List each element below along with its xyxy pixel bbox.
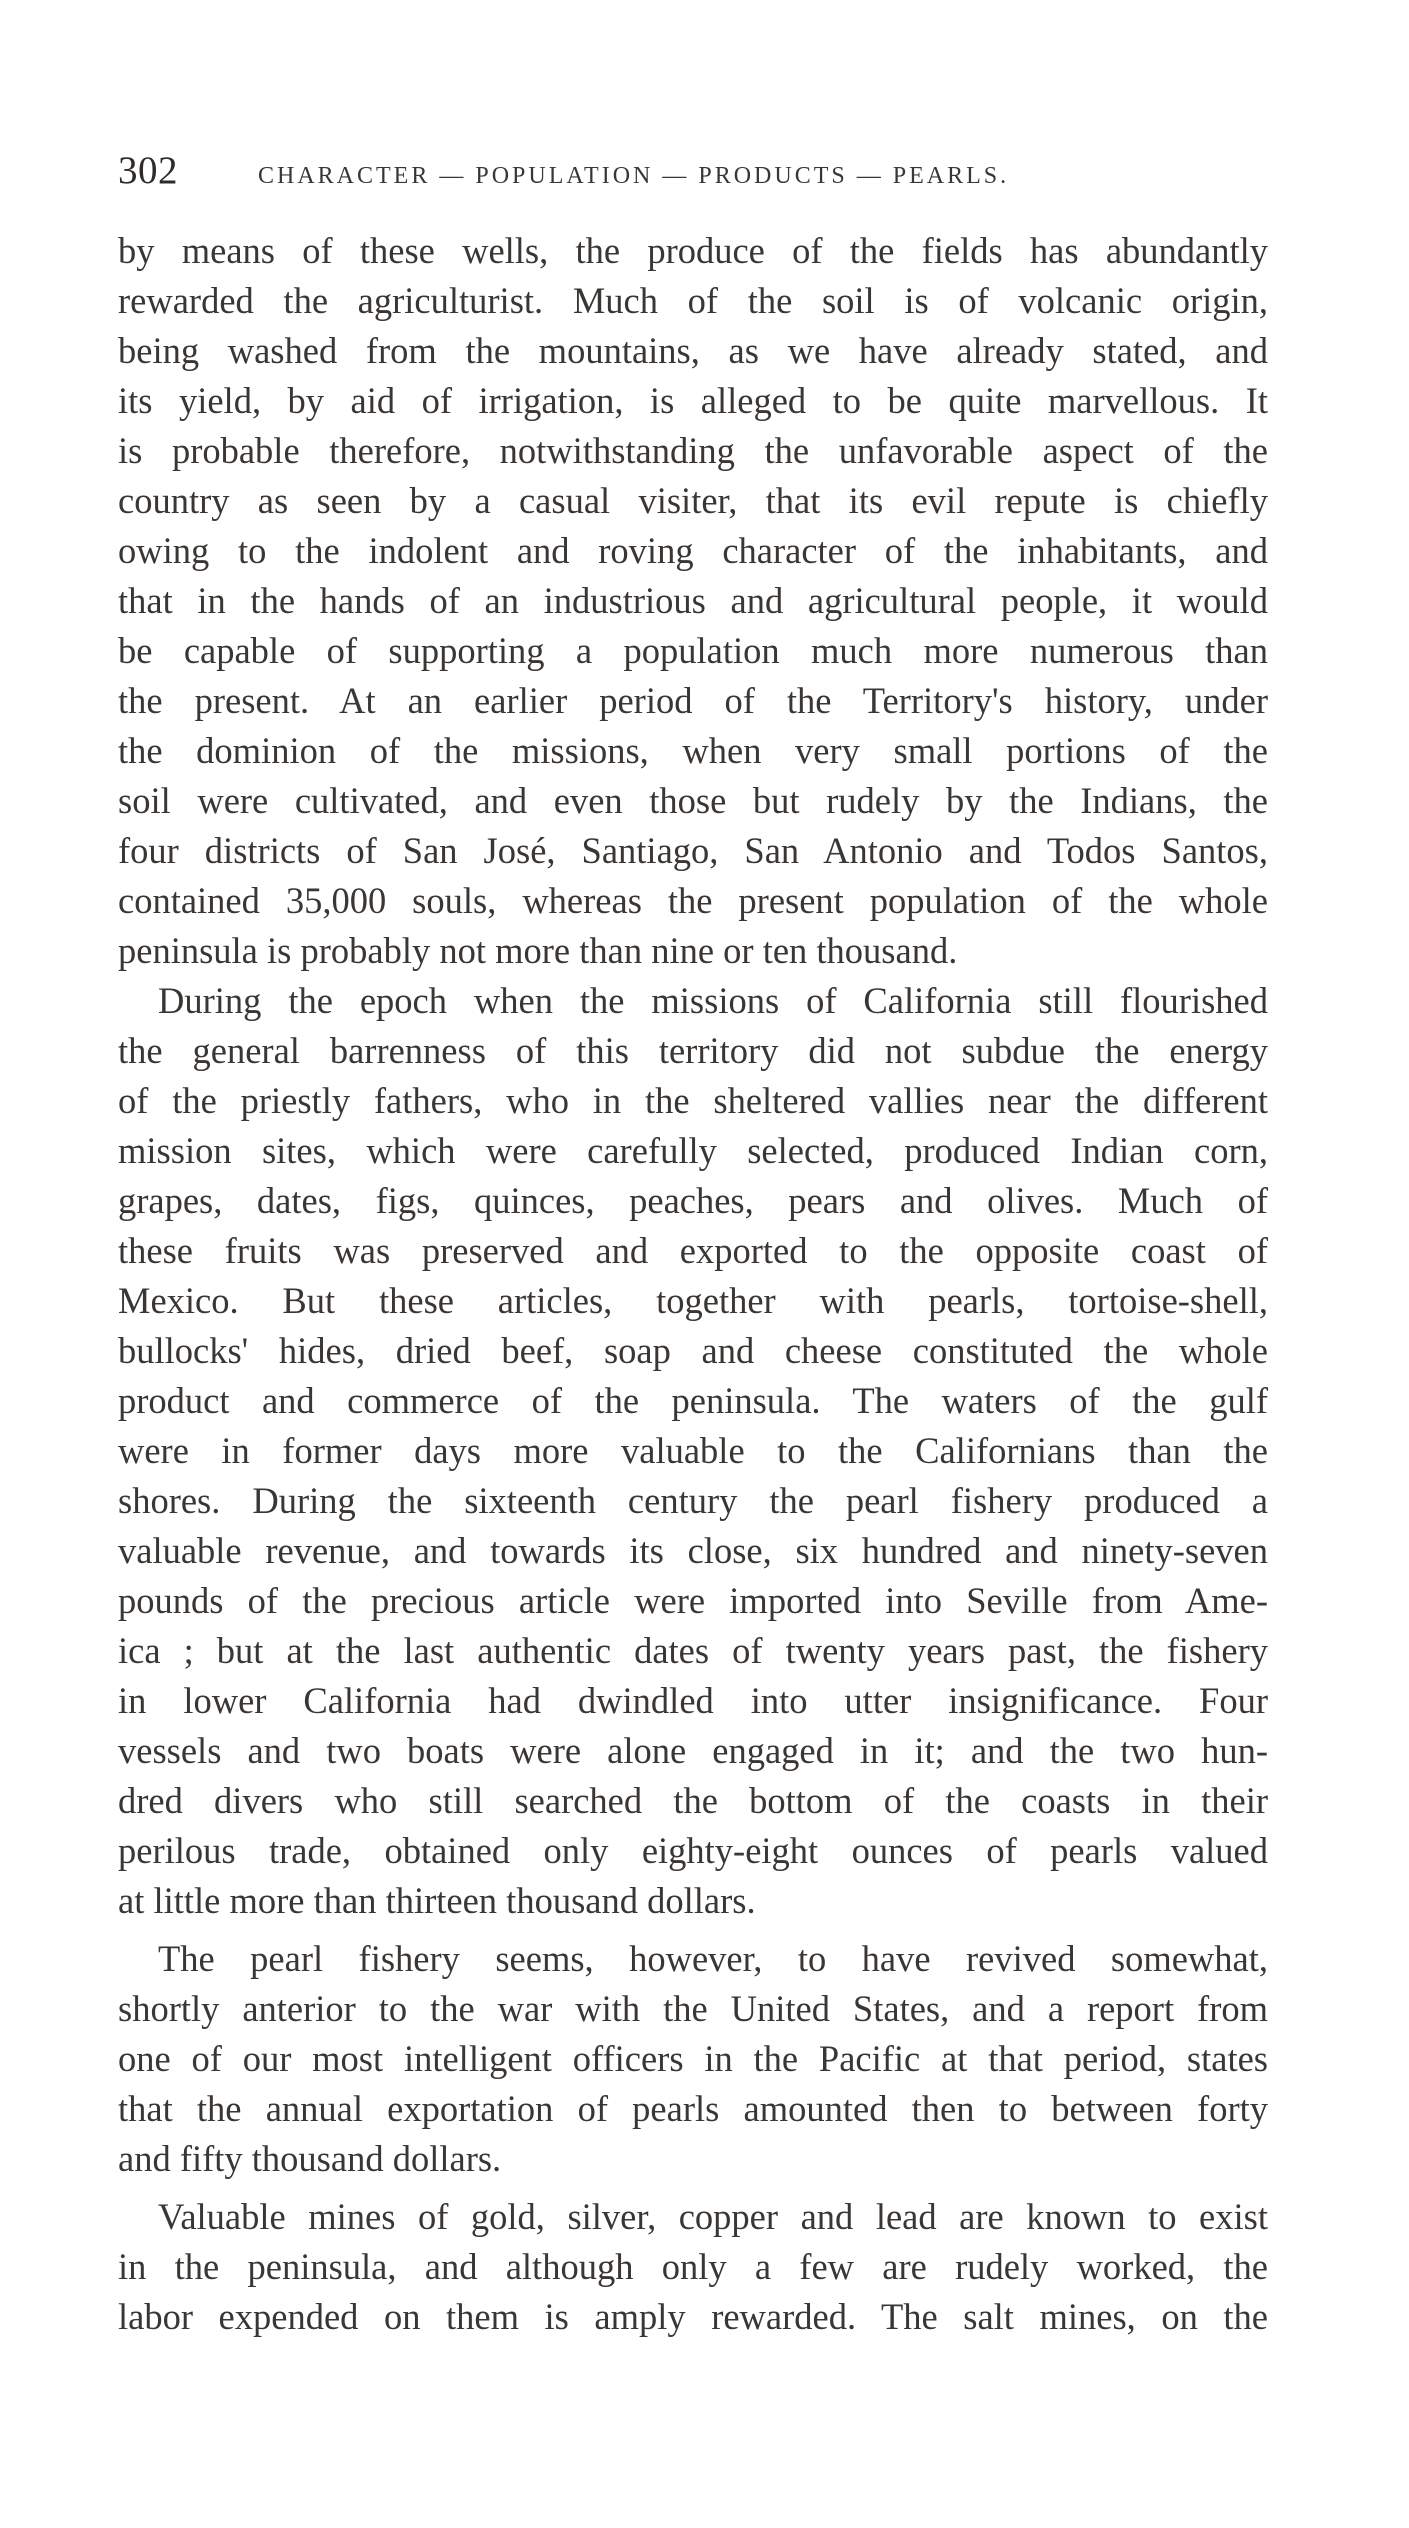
text-line: valuable revenue, and towards its close, six hundred and ninety-seven [118,1530,1268,1571]
running-head [118,148,1268,198]
text-line: peninsula is probably not more than nine or ten thousand. [118,930,958,971]
text-line: dred divers who still searched the bottom of the coasts in their [118,1780,1268,1821]
text-line: in the peninsula, and although only a few are rudely worked, the [118,2246,1268,2287]
text-line: the present. At an earlier period of the Territory's history, under [118,680,1268,721]
text-line: the dominion of the missions, when very small portions of the [118,730,1268,771]
text-line: by means of these wells, the produce of the fields has abundantly [118,230,1268,271]
text-line: During the epoch when the missions of California still flourished [158,980,1268,1021]
text-line: vessels and two boats were alone engaged in it; and the two hun- [118,1730,1268,1771]
text-line: of the priestly fathers, who in the sheltered vallies near the different [118,1080,1268,1121]
text-line: the general barrenness of this territory did not subdue the energy [118,1030,1268,1071]
text-line: owing to the indolent and roving character of the inhabitants, and [118,530,1268,571]
text-line: soil were cultivated, and even those but rudely by the Indians, the [118,780,1268,821]
text-line: bullocks' hides, dried beef, soap and cheese constituted the whole [118,1330,1268,1371]
text-line: were in former days more valuable to the Californians than the [118,1430,1268,1471]
body-text [118,226,1268,2342]
text-line: be capable of supporting a population much more numerous than [118,630,1268,671]
text-line: grapes, dates, figs, quinces, peaches, pears and olives. Much of [118,1180,1268,1221]
text-line: Mexico. But these articles, together with pearls, tortoise-shell, [118,1280,1268,1321]
text-line: that in the hands of an industrious and agricultural people, it would [118,580,1268,621]
text-line: The pearl fishery seems, however, to have revived somewhat, [158,1938,1268,1979]
text-line: at little more than thirteen thousand dollars. [118,1880,756,1921]
text-line: shores. During the sixteenth century the pearl fishery produced a [118,1480,1268,1521]
text-line: that the annual exportation of pearls amounted then to between forty [118,2088,1268,2129]
text-line: its yield, by aid of irrigation, is alleged to be quite marvellous. It [118,380,1268,421]
text-line: one of our most intelligent officers in the Pacific at that period, states [118,2038,1268,2079]
book-page [118,148,1268,2342]
text-line: these fruits was preserved and exported to the opposite coast of [118,1230,1268,1271]
text-line: four districts of San José, Santiago, San Antonio and Todos Santos, [118,830,1268,871]
text-line: being washed from the mountains, as we have already stated, and [118,330,1268,371]
text-line: product and commerce of the peninsula. The waters of the gulf [118,1380,1268,1421]
text-line: rewarded the agriculturist. Much of the soil is of volcanic origin, [118,280,1268,321]
text-line: and fifty thousand dollars. [118,2138,502,2179]
running-head-title: CHARACTER — POPULATION — PRODUCTS — PEARLS. [258,163,1010,189]
text-line: shortly anterior to the war with the United States, and a report from [118,1988,1268,2029]
text-line: ica ; but at the last authentic dates of twenty years past, the fishery [118,1630,1268,1671]
text-line: Valuable mines of gold, silver, copper and lead are known to exist [158,2196,1268,2237]
page-number: 302 [118,149,178,192]
text-line: is probable therefore, notwithstanding the unfavorable aspect of the [118,430,1268,471]
text-line: labor expended on them is amply rewarded. The salt mines, on the [118,2296,1268,2337]
text-line: pounds of the precious article were imported into Seville from Ame- [118,1580,1268,1621]
text-line: in lower California had dwindled into utter insignificance. Four [118,1680,1268,1721]
text-line: contained 35,000 souls, whereas the present population of the whole [118,880,1268,921]
text-line: country as seen by a casual visiter, that its evil repute is chiefly [118,480,1268,521]
text-line: mission sites, which were carefully selected, produced Indian corn, [118,1130,1268,1171]
text-line: perilous trade, obtained only eighty-eight ounces of pearls valued [118,1830,1268,1871]
